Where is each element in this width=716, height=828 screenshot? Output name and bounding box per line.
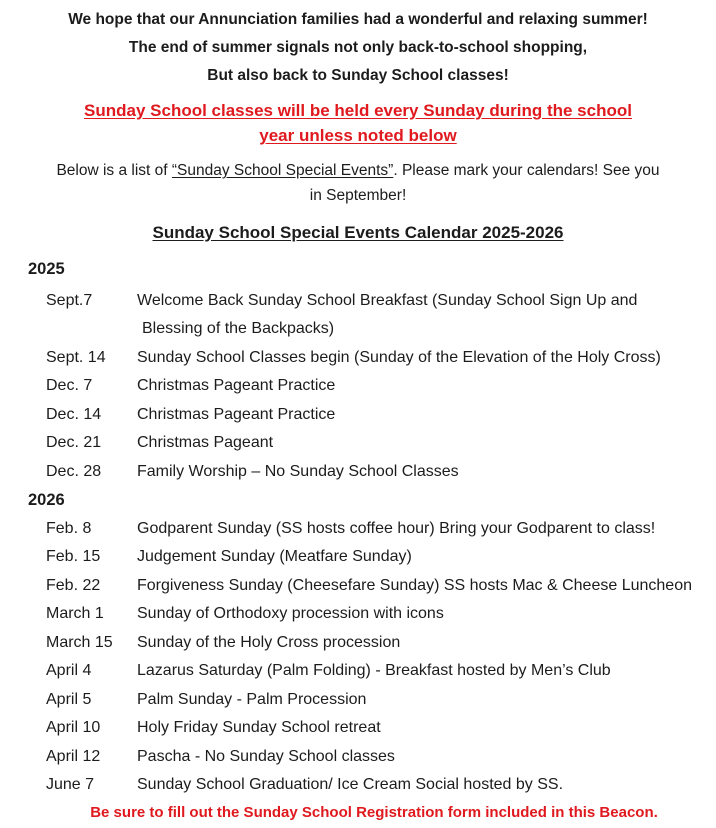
event-description: Sunday School Classes begin (Sunday of the Elevation of the Holy Cross) (137, 348, 661, 366)
event-description: Sunday of the Holy Cross procession (137, 633, 401, 651)
event-row (0, 287, 716, 316)
event-date: Feb. 22 (46, 576, 101, 594)
event-description: Family Worship – No Sunday School Classes (137, 462, 459, 480)
event-description: Holy Friday Sunday School retreat (137, 719, 381, 736)
event-date: April 4 (46, 662, 92, 679)
event-description: Pascha - No Sunday School classes (137, 747, 395, 765)
event-description: Christmas Pageant Practice (137, 405, 336, 423)
event-row (0, 743, 716, 772)
event-row-continuation (0, 315, 716, 344)
event-description: Christmas Pageant Practice (137, 377, 336, 394)
event-date: Sept. 14 (46, 348, 106, 366)
event-row (0, 543, 716, 572)
events-note-line-2: in September! (309, 187, 407, 204)
year-heading-2025: 2025 (28, 260, 65, 278)
event-description: Sunday of Orthodoxy procession with icons (137, 605, 444, 622)
event-row (0, 600, 716, 629)
event-date: April 10 (46, 719, 101, 736)
event-row (0, 686, 716, 715)
event-description-continued: Blessing of the Backpacks) (142, 320, 335, 337)
intro-line-2: The end of summer signals not only back-to-school shopping, (128, 39, 588, 56)
event-row (0, 515, 716, 544)
intro-paragraph (0, 0, 716, 90)
registration-footer-note: Be sure to fill out the Sunday School Registration form included in this Beacon. (90, 803, 658, 821)
notice-line-2-text: year unless noted below (259, 126, 457, 145)
event-description: Godparent Sunday (SS hosts coffee hour) Bring your Godparent to class! (137, 519, 656, 537)
red-notice-heading (0, 98, 716, 148)
event-date: Dec. 21 (46, 434, 102, 451)
event-date: Dec. 28 (46, 462, 102, 480)
event-row (0, 372, 716, 401)
calendar-title (0, 220, 716, 245)
events-note-underlined-phrase: “Sunday School Special Events” (171, 162, 394, 179)
notice-line-1-text: Sunday School classes will be held every Sunday during the school (84, 101, 632, 120)
year-heading-2026: 2026 (28, 491, 65, 509)
event-description: Lazarus Saturday (Palm Folding) - Breakfast hosted by Men’s Club (137, 662, 611, 679)
event-row (0, 458, 716, 487)
events-note-suffix: . Please mark your calendars! See you (393, 162, 660, 179)
event-date: April 12 (46, 747, 101, 765)
event-date: Dec. 7 (46, 377, 93, 394)
event-row (0, 657, 716, 686)
event-date: April 5 (46, 690, 92, 708)
event-date: Dec. 14 (46, 405, 102, 423)
event-date: March 15 (46, 633, 113, 651)
event-description: Judgement Sunday (Meatfare Sunday) (137, 548, 412, 565)
event-row (0, 771, 716, 800)
event-description: Palm Sunday - Palm Procession (137, 690, 367, 708)
event-description: Forgiveness Sunday (Cheesefare Sunday) SS hosts Mac & Cheese Luncheon (137, 576, 692, 594)
event-date: Feb. 15 (46, 548, 101, 565)
event-date: June 7 (46, 776, 95, 793)
event-row (0, 572, 716, 601)
events-calendar (0, 255, 716, 800)
event-description: Christmas Pageant (137, 434, 274, 451)
event-date: Feb. 8 (46, 519, 92, 537)
intro-line-1: We hope that our Annunciation families had a wonderful and relaxing summer! (68, 11, 648, 28)
events-note-line-1 (0, 158, 716, 183)
event-date: March 1 (46, 605, 104, 622)
event-row (0, 401, 716, 430)
calendar-title-text: Sunday School Special Events Calendar 2025-2026 (152, 223, 564, 242)
event-row (0, 344, 716, 373)
event-date: Sept.7 (46, 291, 93, 309)
event-row (0, 629, 716, 658)
event-description: Welcome Back Sunday School Breakfast (Sunday School Sign Up and (137, 291, 638, 309)
notice-line-1 (0, 98, 716, 123)
event-description: Sunday School Graduation/ Ice Cream Social hosted by SS. (137, 776, 564, 793)
events-note-paragraph (0, 158, 716, 208)
events-note-prefix: Below is a list of (56, 162, 172, 179)
notice-line-2 (0, 123, 716, 148)
event-row (0, 714, 716, 743)
event-row (0, 429, 716, 458)
intro-line-3: But also back to Sunday School classes! (207, 67, 509, 84)
